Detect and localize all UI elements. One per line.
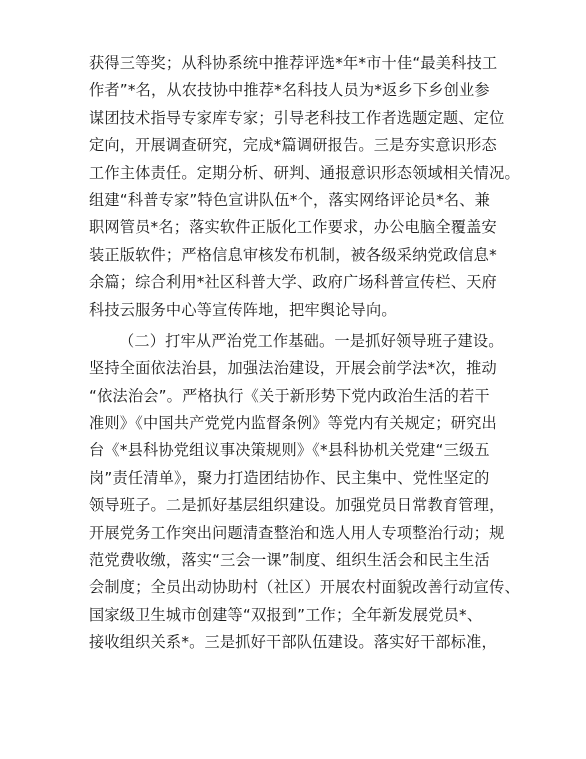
text-line: 范党费收缴，落实“三会一课”制度、组织生活会和民主生活 xyxy=(89,551,490,570)
text-line: 科技云服务中心等宣传阵地，把牢舆论导向。 xyxy=(89,300,397,319)
text-line: 领导班子。二是抓好基层组织建设。加强党员日常教育管理， xyxy=(89,496,505,515)
text-line: 装正版软件；严格信息审核发布机制，被各级采纳党政信息* xyxy=(89,245,497,264)
text-line: 国家级卫生城市创建等“双报到”工作；全年新发展党员*、 xyxy=(89,605,483,624)
text-line: 坚持全面依法治县，加强法治建设，开展会前学法*次，推动 xyxy=(89,359,497,378)
text-line: 会制度；全员出动协助村（社区）开展农村面貌改善行动宣传、 xyxy=(89,578,520,597)
text-line: 获得三等奖；从科协系统中推荐评选*年*市十佳“最美科技工 xyxy=(89,54,498,72)
text-line: 台《*县科协党组议事决策规则》《*县科协机关党建“三级五 xyxy=(89,441,490,460)
text-line: 作者”*名，从农技协中推荐*名科技人员为*返乡下乡创业参 xyxy=(89,81,490,100)
text-line: （二）打牢从严治党工作基础。一是抓好领导班子建设。 xyxy=(119,331,504,350)
text-line: 岗”责任清单》，聚力打造团结协作、民主集中、党性坚定的 xyxy=(89,468,490,487)
text-line: “依法治会”。严格执行《关于新形势下党内政治生活的若干 xyxy=(89,386,490,405)
text-line: 准则》《中国共产党党内监督条例》等党内有关规定；研究出 xyxy=(89,414,497,433)
document-body xyxy=(89,50,520,657)
text-line: 余篇；综合利用*社区科普大学、政府广场科普宣传栏、天府 xyxy=(89,273,497,292)
text-line: 工作主体责任。定期分析、研判、通报意识形态领域相关情况。 xyxy=(89,163,520,182)
text-line: 职网管员*名；落实软件正版化工作要求，办公电脑全覆盖安 xyxy=(89,218,497,237)
text-line: 定向，开展调查研究，完成*篇调研报告。三是夯实意识形态 xyxy=(89,136,497,155)
paragraph-2 xyxy=(89,328,520,657)
text-line: 组建“科普专家”特色宣讲队伍*个，落实网络评论员*名、兼 xyxy=(89,190,491,209)
text-line: 接收组织关系*。三是抓好干部队伍建设。落实好干部标准， xyxy=(89,633,497,652)
text-line: 谋团技术指导专家库专家；引导老科技工作者选题定题、定位 xyxy=(89,108,505,127)
paragraph-1 xyxy=(89,50,520,324)
text-line: 开展党务工作突出问题清查整治和选人用人专项整治行动；规 xyxy=(89,523,505,542)
